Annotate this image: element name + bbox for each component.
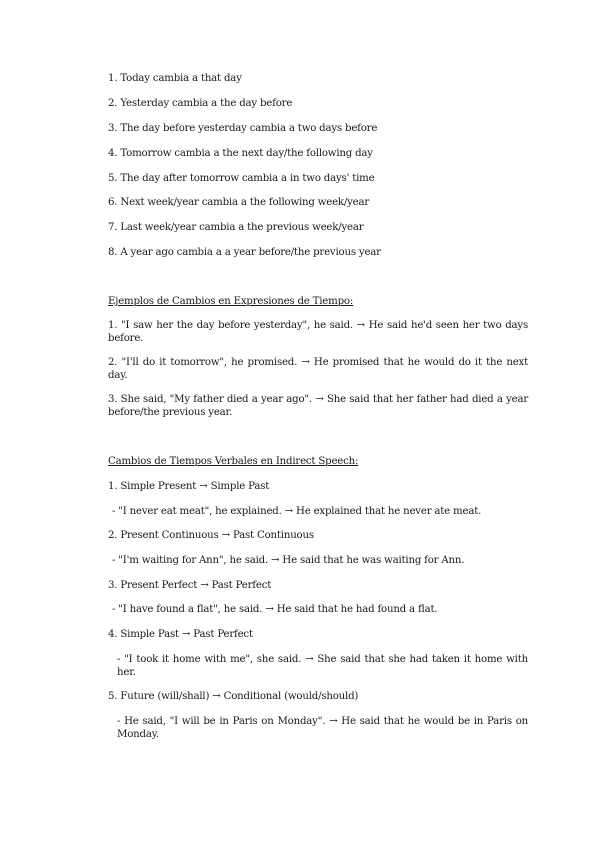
time-list-item: 1. Today cambia a that day — [108, 73, 242, 84]
time-list-item: 8. A year ago cambia a a year before/the previous year — [108, 247, 381, 258]
tense-title: 4. Simple Past → Past Perfect — [108, 629, 253, 640]
tense-example: - "I never eat meat", he explained. → He explained that he never ate meat. — [112, 506, 482, 517]
tense-title: 2. Present Continuous → Past Continuous — [108, 530, 314, 541]
tense-title: 3. Present Perfect → Past Perfect — [108, 580, 272, 591]
time-list-item: 3. The day before yesterday cambia a two days before — [108, 123, 378, 134]
time-list-item: 2. Yesterday cambia a the day before — [108, 98, 293, 109]
examples-heading: Ejemplos de Cambios en Expresiones de Tiempo: — [108, 296, 354, 307]
tense-example: - "I'm waiting for Ann", he said. → He said that he was waiting for Ann. — [112, 555, 465, 566]
time-list-item: 6. Next week/year cambia a the following week/year — [108, 197, 370, 208]
tenses-heading: Cambios de Tiempos Verbales en Indirect Speech: — [108, 456, 359, 467]
example-item: 2. "I'll do it tomorrow", he promised. → He promised that he would do it the next day. — [108, 357, 528, 381]
time-list-item: 4. Tomorrow cambia a the next day/the following day — [108, 148, 373, 159]
tense-example: - He said, "I will be in Paris on Monday". → He said that he would be in Paris on Monday. — [117, 716, 528, 740]
example-item: 1. "I saw her the day before yesterday", he said. → He said he'd seen her two days before. — [108, 320, 528, 344]
example-item: 3. She said, "My father died a year ago". → She said that her father had died a year before/the previous year. — [108, 394, 528, 418]
tense-example: - "I have found a flat", he said. → He said that he had found a flat. — [112, 604, 438, 615]
time-list-item: 7. Last week/year cambia a the previous week/year — [108, 222, 364, 233]
time-list-item: 5. The day after tomorrow cambia a in two days' time — [108, 173, 375, 184]
tense-example: - "I took it home with me", she said. → She said that she had taken it home with her. — [117, 654, 528, 678]
tense-title: 1. Simple Present → Simple Past — [108, 481, 270, 492]
tense-title: 5. Future (will/shall) → Conditional (would/should) — [108, 691, 359, 702]
